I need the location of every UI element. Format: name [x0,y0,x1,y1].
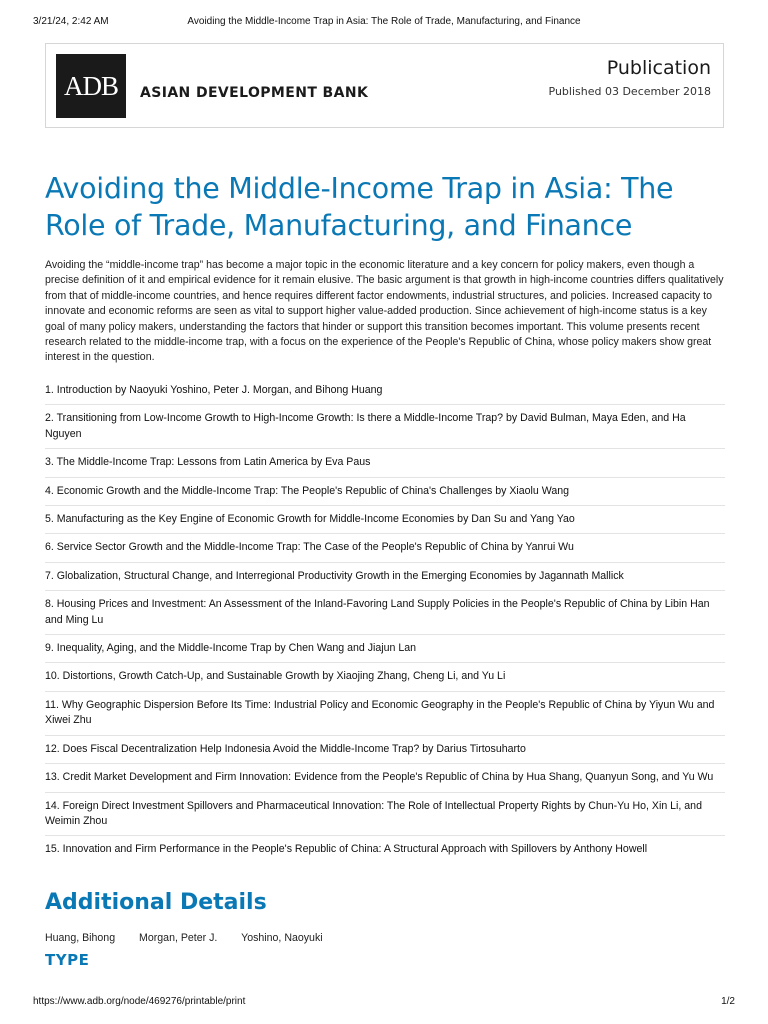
page-number: 1/2 [721,996,735,1007]
adb-logo[interactable]: ADB [56,54,126,118]
print-doc-title: Avoiding the Middle-Income Trap in Asia: The Role of Trade, Manufacturing, and Finance [187,16,581,27]
page-url: https://www.adb.org/node/469276/printable/print [33,996,246,1007]
chapter-item: 6. Service Sector Growth and the Middle-Income Trap: The Case of the People's Republic of China by Yanrui Wu [45,540,725,562]
bank-name: ASIAN DEVELOPMENT BANK [140,85,369,101]
publication-banner [45,43,724,128]
print-footer [33,996,735,1010]
published-date: Published 03 December 2018 [548,85,711,98]
author-link[interactable]: Yoshino, Naoyuki [241,932,323,944]
abstract: Avoiding the “middle-income trap” has become a major topic in the economic literature and a key concern for policy makers, even though a precise definition of it and empirical evidence for it remain elusive. The basic argument is that growth in high-income countries differs qualitatively from that of middle-income countries, and hence requires different factor endowments, industrial structures, and policies. Increased capacity to innovate and economic reforms are seen as vital to support higher value-added production. Since achievement of high-income status is a key goal of many policy makers, understanding the factors that hinder or support this transition becomes important. This volume presents recent research related to the middle-income trap, with a focus on the experience of the People's Republic of China, whose policy makers show great interest in the question. [45,259,724,364]
chapter-item: 5. Manufacturing as the Key Engine of Economic Growth for Middle-Income Economies by Dan Su and Yang Yao [45,512,725,534]
chapter-item: 7. Globalization, Structural Change, and Interregional Productivity Growth in the Emerging Economies by Jagannath Mallick [45,569,725,591]
chapter-item: 9. Inequality, Aging, and the Middle-Income Trap by Chen Wang and Jiajun Lan [45,641,725,663]
page-title: Avoiding the Middle-Income Trap in Asia: The Role of Trade, Manufacturing, and Finance [45,172,674,242]
type-heading: TYPE [45,951,90,969]
chapter-item: 1. Introduction by Naoyuki Yoshino, Peter J. Morgan, and Bihong Huang [45,383,725,405]
author-link[interactable]: Morgan, Peter J. [139,932,218,944]
chapter-item: 4. Economic Growth and the Middle-Income Trap: The People's Republic of China's Challenges by Xiaolu Wang [45,484,725,506]
chapter-item: 14. Foreign Direct Investment Spillovers and Pharmaceutical Innovation: The Role of Intellectual Property Rights by Chun-Yu Ho, Xin Li, and Weimin Zhou [45,799,725,837]
chapter-item: 10. Distortions, Growth Catch-Up, and Sustainable Growth by Xiaojing Zhang, Cheng Li, and Yu Li [45,669,725,691]
chapter-item: 12. Does Fiscal Decentralization Help Indonesia Avoid the Middle-Income Trap? by Darius Tirtosuharto [45,742,725,764]
chapter-item: 3. The Middle-Income Trap: Lessons from Latin America by Eva Paus [45,455,725,477]
author-link[interactable]: Huang, Bihong [45,932,116,944]
author-list [45,932,344,944]
additional-details-heading: Additional Details [45,890,267,915]
chapter-item: 11. Why Geographic Dispersion Before Its Time: Industrial Policy and Economic Geography in the People's Republic of China by Yiyun Wu and Xiwei Zhu [45,698,725,736]
chapter-item: 2. Transitioning from Low-Income Growth to High-Income Growth: Is there a Middle-Income Trap? by David Bulman, Maya Eden, and Ha Nguyen [45,411,725,449]
publication-type-label: Publication [606,57,711,79]
chapter-list [45,383,725,870]
print-header [33,16,735,30]
chapter-item: 15. Innovation and Firm Performance in the People's Republic of China: A Structural Approach with Spillovers by Anthony Howell [45,843,648,856]
chapter-item: 8. Housing Prices and Investment: An Assessment of the Inland-Favoring Land Supply Policies in the People's Republic of China by Libin Han and Ming Lu [45,597,725,635]
print-timestamp: 3/21/24, 2:42 AM [33,16,109,27]
chapter-item: 13. Credit Market Development and Firm Innovation: Evidence from the People's Republic of China by Hua Shang, Quanyun Song, and Yu Wu [45,770,725,792]
